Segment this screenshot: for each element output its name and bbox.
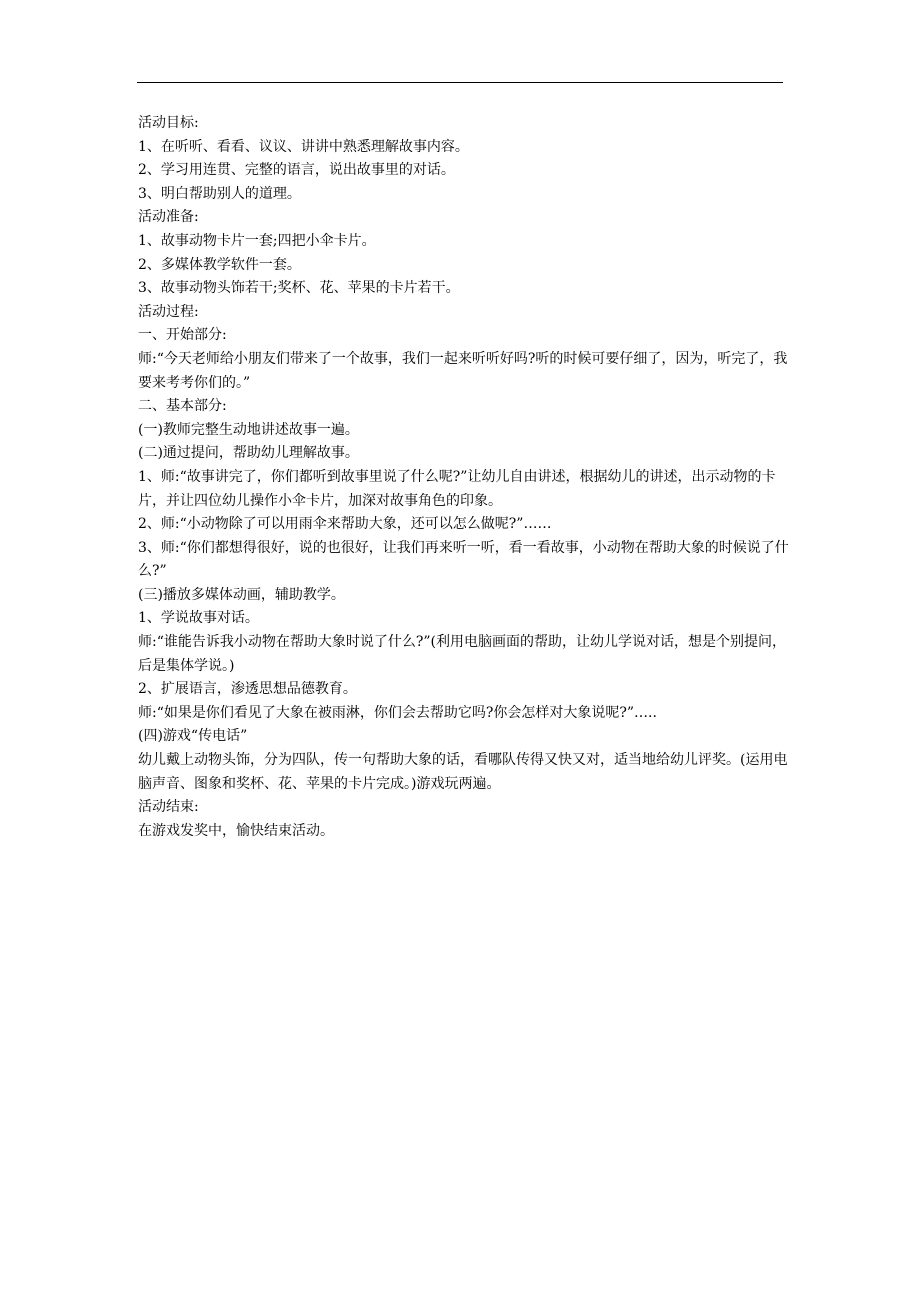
document-body — [138, 112, 794, 843]
paragraph-game: 幼儿戴上动物头饰，分为四队，传一句帮助大象的话，看哪队传得又快又对，适当地给幼儿评奖。(运用电脑声音、图象和奖杯、花、苹果的卡片完成。)游戏玩两遍。 — [138, 752, 788, 792]
section-heading-goals: 活动目标: — [138, 115, 199, 131]
step-3-heading: (三)播放多媒体动画，辅助教学。 — [138, 586, 345, 603]
subheading-start: 一、开始部分: — [138, 327, 227, 344]
paragraph-teacher-extension: 师:“如果是你们看见了大象在被雨淋，你们会去帮助它吗?你会怎样对大象说呢?”….. — [138, 704, 657, 721]
question-item-2: 2、师:“小动物除了可以用雨伞来帮助大象，还可以怎么做呢?”…… — [138, 516, 552, 533]
goal-item-2: 2、学习用连贯、完整的语言，说出故事里的对话。 — [138, 162, 455, 179]
multimedia-item-1: 1、学说故事对话。 — [138, 610, 259, 627]
preparation-item-2: 2、多媒体教学软件一套。 — [138, 256, 301, 273]
question-item-3: 3、师:“你们都想得很好，说的也很好，让我们再来听一听，看一看故事，小动物在帮助大象的时候说了什么?” — [138, 539, 789, 580]
paragraph-end: 在游戏发奖中，愉快结束活动。 — [138, 822, 334, 839]
step-4-heading: (四)游戏“传电话” — [138, 728, 248, 745]
paragraph-teacher-intro: 师:“今天老师给小朋友们带来了一个故事，我们一起来听听好吗?听的时候可要仔细了，因为，听完了，我要来考考你们的。” — [138, 350, 788, 391]
section-heading-end: 活动结束: — [138, 799, 199, 816]
goal-item-1: 1、在听听、看看、议议、讲讲中熟悉理解故事内容。 — [138, 138, 469, 155]
step-1-heading: (一)教师完整生动地讲述故事一遍。 — [138, 421, 359, 438]
section-heading-preparation: 活动准备: — [138, 209, 199, 226]
goal-item-3: 3、明白帮助别人的道理。 — [138, 185, 301, 202]
section-heading-process: 活动过程: — [138, 303, 199, 320]
subheading-basic: 二、基本部分: — [138, 398, 227, 415]
paragraph-teacher-question: 师:“谁能告诉我小动物在帮助大象时说了什么?”(利用电脑画面的帮助，让幼儿学说对话，想是个别提问，后是集体学说。) — [138, 634, 786, 674]
preparation-item-1: 1、故事动物卡片一套;四把小伞卡片。 — [138, 232, 376, 249]
step-2-heading: (二)通过提问，帮助幼儿理解故事。 — [138, 445, 359, 462]
header-divider — [137, 82, 783, 83]
multimedia-item-2: 2、扩展语言，渗透思想品德教育。 — [138, 681, 357, 698]
question-item-1: 1、师:“故事讲完了，你们都听到故事里说了什么呢?”让幼儿自由讲述，根据幼儿的讲述，出示动物的卡片，并让四位幼儿操作小伞卡片，加深对故事角色的印象。 — [138, 468, 776, 509]
preparation-item-3: 3、故事动物头饰若干;奖杯、花、苹果的卡片若干。 — [138, 280, 460, 297]
